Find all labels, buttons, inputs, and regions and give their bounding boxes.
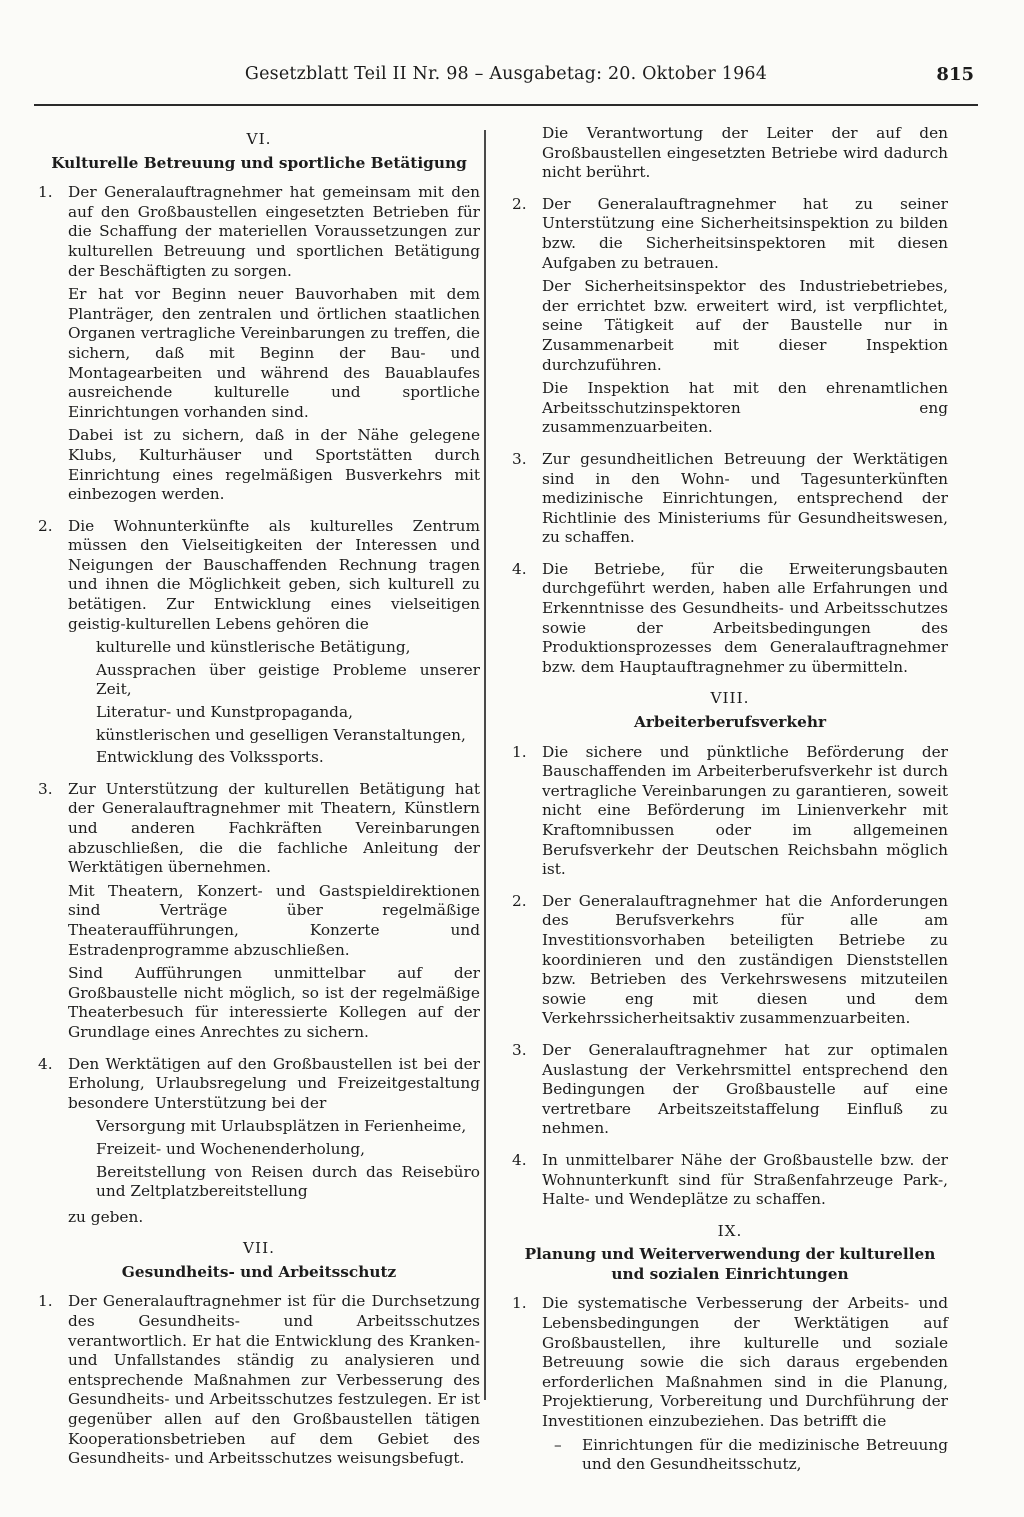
list-item xyxy=(38,183,480,505)
list-item xyxy=(512,1151,948,1210)
item-number: 1. xyxy=(512,1294,527,1313)
list-item xyxy=(512,1294,948,1474)
gazette-title: Gesetzblatt Teil II Nr. 98 – Ausgabetag: 20. Oktober 1964 xyxy=(244,64,768,84)
list-item xyxy=(512,1041,948,1139)
continuation-paragraph xyxy=(512,124,948,183)
list-item xyxy=(38,1292,480,1468)
sub-list xyxy=(68,1117,480,1201)
item-number: 4. xyxy=(38,1054,53,1073)
sub-list xyxy=(68,638,480,768)
list-item xyxy=(512,892,948,1029)
list-item xyxy=(38,517,480,768)
paragraph: Die Wohnunterkünfte als kulturelles Zentrum müssen den Vielseitigkeiten der Interessen und Neigungen der Bauschaffenden Rechnung tragen und ihnen die Möglichkeit geben, sich kulturell zu betätigen. Zur Entwicklung eines vielseitigen geistig-kulturellen Lebens gehören die xyxy=(68,516,480,633)
right-column xyxy=(512,124,948,1487)
item-number: 2. xyxy=(512,194,527,213)
item-number: 2. xyxy=(38,516,53,535)
list-item xyxy=(512,560,948,678)
paragraph: Die Betriebe, für die Erweiterungsbauten durchgeführt werden, haben alle Erfahrungen und Erkenntnisse des Gesundheits- und Arbeitsschutzes sowie der Arbeitsbedingungen des Produktionsprozesses dem Generalauftragnehmer bzw. dem Hauptauftragnehmer zu übermitteln. xyxy=(542,559,948,676)
section-title-vi: Kulturelle Betreuung und sportliche Betätigung xyxy=(51,153,467,172)
paragraph: Der Generalauftragnehmer hat gemeinsam mit den auf den Großbaustellen eingesetzten Betrieben für die Schaffung der materiellen Voraussetzungen zur kulturellen Betreuung und sportlichen Betätigung der Beschäftigten zu sorgen. xyxy=(68,183,480,280)
sub-list-item: Literatur- und Kunstpropaganda, xyxy=(96,703,353,722)
paragraph: In unmittelbarer Nähe der Großbaustelle bzw. der Wohnunterkunft sind für Straßenfahrzeuge Park-, Halte- und Wendeplätze zu schaffen. xyxy=(542,1150,948,1209)
list-item xyxy=(512,743,948,880)
section-title-ix: Planung und Weiterverwendung der kulturellen und sozialen Einrichtungen xyxy=(524,1245,936,1283)
paragraph: Der Generalauftragnehmer hat zur optimalen Auslastung der Verkehrsmittel entsprechend den Bedingungen der Großbaustelle auf eine vertretbare Arbeitszeitstaffelung Einfluß zu nehmen. xyxy=(542,1040,948,1138)
list-item xyxy=(38,1055,480,1228)
paragraph: Mit Theatern, Konzert- und Gastspieldirektionen sind Verträge über regelmäßige Theateraufführungen, Konzerte und Estradenprogramme abzuschließen. xyxy=(68,881,480,959)
list-item xyxy=(512,450,948,548)
item-number: 4. xyxy=(512,1150,527,1169)
paragraph: Der Sicherheitsinspektor des Industriebetriebes, der errichtet bzw. erweitert wird, ist verpflichtet, seine Tätigkeit auf der Baustelle nur in Zusammenarbeit mit dieser Inspektion durchzuführen. xyxy=(542,277,948,374)
sub-list-item: künstlerischen und geselligen Veranstaltungen, xyxy=(96,725,466,744)
paragraph: Zur gesundheitlichen Betreuung der Werktätigen sind in den Wohn- und Tagesunterkünften medizinische Einrichtungen, entsprechend der Richtlinie des Ministeriums für Gesundheitswesen, zu schaffen. xyxy=(542,449,948,547)
dash-list-item xyxy=(542,1436,948,1475)
paragraph: Er hat vor Beginn neuer Bauvorhaben mit dem Planträger, den zentralen und örtlichen staatlichen Organen vertragliche Vereinbarungen zu treffen, die sichern, daß mit Beginn der Bau- und Montagearbeiten und während des Bauablaufes ausreichende kulturelle und sportliche Einrichtungen vorhanden sind. xyxy=(68,285,480,421)
paragraph: Den Werktätigen auf den Großbaustellen ist bei der Erholung, Urlaubsregelung und Freizeitgestaltung besondere Unterstützung bei der xyxy=(68,1054,480,1112)
dash-list-text: Einrichtungen für die medizinische Betreuung und den Gesundheitsschutz, xyxy=(582,1435,948,1474)
item-number: 1. xyxy=(38,183,53,202)
paragraph: Zur Unterstützung der kulturellen Betätigung hat der Generalauftragnehmer mit Theatern, Künstlern und anderen Fachkräften Vereinbarungen abzuschließen, die die fachliche Anleitung der Werktätigen übernehmen. xyxy=(68,779,480,877)
page-header xyxy=(34,58,978,106)
paragraph: Der Generalauftragnehmer ist für die Durchsetzung des Gesundheits- und Arbeitsschutzes verantwortlich. Er hat die Entwicklung des Kranken- und Unfallstandes ständig zu analysieren und entsprechende Maßnahmen zur Verbesserung des Gesundheits- und Arbeitsschutzes festzulegen. Er ist gegenüber allen auf den Großbaustellen tätigen Kooperationsbetrieben auf dem Gebiet des Gesundheits- und Arbeitsschutzes weisungsbefugt. xyxy=(68,1292,480,1468)
paragraph: Die Inspektion hat mit den ehrenamtlichen Arbeitsschutzinspektoren eng zusammenzuarbeiten. xyxy=(542,379,948,437)
item-number: 2. xyxy=(512,891,527,910)
item-number: 3. xyxy=(512,1040,527,1059)
paragraph: Sind Aufführungen unmittelbar auf der Großbaustelle nicht möglich, so ist der regelmäßige Theaterbesuch für interessierte Kollegen auf der Grundlage eines Anrechtes zu sichern. xyxy=(68,964,480,1041)
item-number: 3. xyxy=(512,449,527,468)
section-number-viii: VIII. xyxy=(710,689,750,708)
left-column xyxy=(38,124,480,1481)
page-number: 815 xyxy=(936,64,974,85)
sub-list-item: kulturelle und künstlerische Betätigung, xyxy=(96,638,411,657)
paragraph: Dabei ist zu sichern, daß in der Nähe gelegene Klubs, Kulturhäuser und Sportstätten durch Einrichtung eines regelmäßigen Busverkehrs mit einbezogen werden. xyxy=(68,426,480,504)
section-title-viii: Arbeiterberufsverkehr xyxy=(633,713,827,732)
section-title-vii: Gesundheits- und Arbeitsschutz xyxy=(121,1262,397,1281)
section-number-vi: VI. xyxy=(246,130,272,148)
paragraph: Die sichere und pünktliche Beförderung der Bauschaffenden im Arbeiterberufsverkehr ist durch vertragliche Vereinbarungen zu garantieren, soweit nicht eine Beförderung im Linienverkehr mit Kraftomnibussen oder im allgemeinen Berufsverkehr der Deutschen Reichsbahn möglich ist. xyxy=(542,742,948,879)
dash-marker: – xyxy=(554,1435,562,1454)
sub-list-item: Entwicklung des Volkssports. xyxy=(96,748,324,767)
item-number: 1. xyxy=(38,1292,53,1311)
paragraph: Die Verantwortung der Leiter der auf den Großbaustellen eingesetzten Betriebe wird dadurch nicht berührt. xyxy=(542,124,948,182)
paragraph: Der Generalauftragnehmer hat zu seiner Unterstützung eine Sicherheitsinspektion zu bilden bzw. die Sicherheitsinspektoren mit diesen Aufgaben zu betrauen. xyxy=(542,194,948,272)
column-divider xyxy=(484,130,486,1400)
sub-list-item: Versorgung mit Urlaubsplätzen in Ferienheime, xyxy=(96,1117,467,1136)
sub-list-item: Freizeit- und Wochenenderholung, xyxy=(96,1139,366,1158)
section-number-ix: IX. xyxy=(717,1221,743,1240)
item-number: 4. xyxy=(512,559,527,578)
sub-list-item: Bereitstellung von Reisen durch das Reisebüro und Zeltplatzbereitstellung xyxy=(96,1162,480,1201)
item-number: 3. xyxy=(38,779,53,798)
paragraph: Der Generalauftragnehmer hat die Anforderungen des Berufsverkehrs für alle am Investitionsvorhaben beteiligten Betriebe zu koordinieren und den zuständigen Dienststellen bzw. Betrieben des Verkehrswesens mitzuteilen sowie eng mit diesen und dem Verkehrssicherheitsaktiv zusammenzuarbeiten. xyxy=(542,891,948,1028)
sub-list-item: Aussprachen über geistige Probleme unserer Zeit, xyxy=(96,660,480,699)
list-item xyxy=(38,780,480,1043)
item-number: 1. xyxy=(512,742,527,761)
list-item xyxy=(512,195,948,438)
closing-text: zu geben. xyxy=(68,1207,144,1226)
section-number-vii: VII. xyxy=(243,1239,275,1258)
paragraph: Die systematische Verbesserung der Arbeits- und Lebensbedingungen der Werktätigen auf Großbaustellen, ihre kulturelle und soziale Betreuung sowie die sich daraus ergebenden erforderlichen Maßnahmen sind in die Planung, Projektierung, Vorbereitung und Durchführung der Investitionen einzubeziehen. Das betrifft die xyxy=(542,1294,948,1431)
